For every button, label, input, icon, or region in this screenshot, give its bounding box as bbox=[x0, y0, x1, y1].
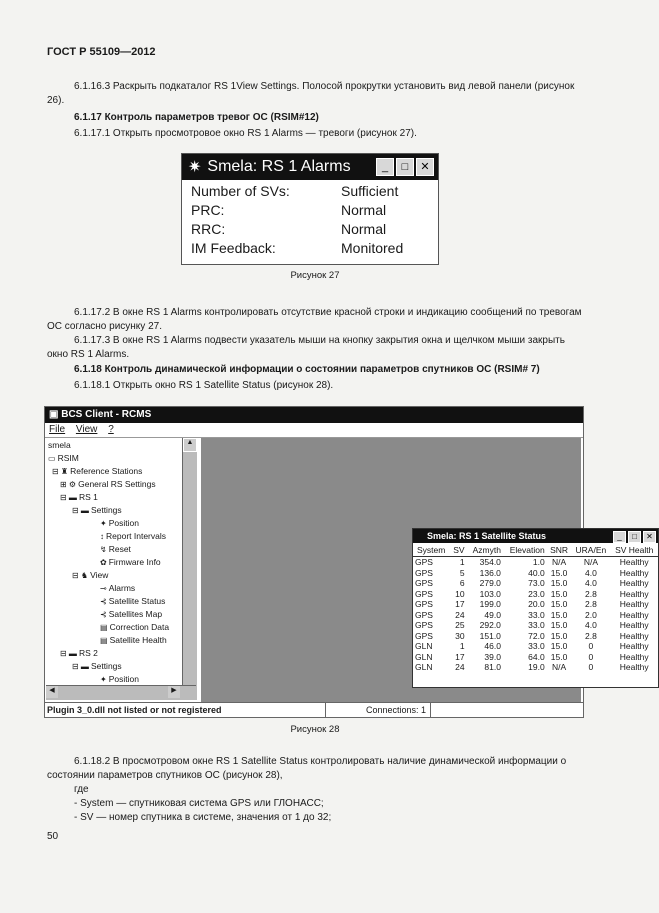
tree-item-label: RS 1 bbox=[78, 492, 98, 502]
paragraph-6-1-16-3: 6.1.16.3 Раскрыть подкаталог RS 1View Settings. Полосой прокрутки установить вид левой панели (рисунок 26). bbox=[47, 81, 575, 106]
table-cell: 15.0 bbox=[550, 630, 568, 641]
column-header[interactable]: System bbox=[413, 543, 449, 557]
tree-item[interactable] bbox=[48, 440, 71, 450]
table-cell: 15.0 bbox=[550, 609, 568, 620]
heading-6-1-17: 6.1.17 Контроль параметров тревог ОС (RSIM#12) bbox=[74, 112, 319, 123]
tree-item-label: Position bbox=[108, 518, 139, 528]
paragraph-6-1-18-1: 6.1.18.1 Открыть окно RS 1 Satellite Status (рисунок 28). bbox=[74, 380, 334, 391]
table-cell: GLN bbox=[415, 641, 433, 651]
table-cell: 15.0 bbox=[550, 567, 568, 578]
table-cell: GPS bbox=[415, 609, 433, 620]
menu-bar bbox=[45, 423, 583, 438]
tree-item[interactable] bbox=[100, 635, 167, 645]
status-connections: Connections: 1 bbox=[325, 703, 431, 717]
table-cell: 39.0 bbox=[484, 651, 501, 662]
status-plugin-message: Plugin 3_0.dll not listed or not registered bbox=[47, 705, 222, 715]
table-cell: 0 bbox=[588, 641, 594, 651]
table-cell: 15.0 bbox=[550, 620, 568, 630]
table-cell: N/A bbox=[551, 557, 567, 567]
table-row bbox=[413, 589, 658, 600]
tree-item-label: Settings bbox=[90, 661, 122, 671]
table-cell: 15.0 bbox=[550, 578, 568, 588]
menu-help[interactable]: ? bbox=[108, 424, 114, 435]
menu-file[interactable]: File bbox=[49, 424, 66, 435]
tree-item[interactable] bbox=[72, 570, 108, 580]
table-cell: Healthy bbox=[619, 630, 649, 641]
table-cell: 354.0 bbox=[479, 557, 501, 567]
table-cell: N/A bbox=[583, 557, 598, 567]
table-row bbox=[413, 620, 658, 631]
table-cell: Healthy bbox=[619, 557, 649, 567]
page-number: 50 bbox=[47, 831, 59, 842]
table-cell: N/A bbox=[551, 662, 567, 672]
table-cell: 72.0 bbox=[528, 630, 545, 641]
table-cell: GPS bbox=[415, 588, 433, 599]
table-cell: 1.0 bbox=[532, 557, 545, 567]
paragraph-where: где bbox=[74, 784, 89, 795]
table-cell: Healthy bbox=[619, 641, 649, 651]
tree-node-icon: ↯ bbox=[100, 545, 107, 554]
table-cell: Healthy bbox=[619, 578, 649, 588]
table-row bbox=[413, 610, 658, 621]
table-cell: Healthy bbox=[619, 651, 649, 662]
table-cell: 15.0 bbox=[550, 641, 568, 651]
table-cell: 46.0 bbox=[484, 641, 501, 651]
tree-item-label: RSIM bbox=[57, 453, 79, 463]
tree-item[interactable] bbox=[72, 505, 122, 515]
page-header: ГОСТ Р 55109—2012 bbox=[47, 46, 156, 58]
scroll-up-icon[interactable]: ▲ bbox=[183, 438, 197, 452]
column-header[interactable]: SV Health bbox=[610, 543, 658, 557]
table-cell: 136.0 bbox=[479, 567, 501, 578]
tree-node-icon: ✿ bbox=[100, 558, 107, 567]
tree-item[interactable] bbox=[72, 661, 122, 671]
table-cell: 20.0 bbox=[528, 599, 545, 609]
table-cell: 6 bbox=[459, 578, 465, 588]
tree-item[interactable] bbox=[52, 466, 142, 476]
table-cell: 5 bbox=[459, 567, 465, 578]
tree-item-label: smela bbox=[48, 440, 71, 450]
scroll-right-icon[interactable]: ▶ bbox=[168, 686, 180, 698]
table-cell: GLN bbox=[415, 651, 433, 662]
table-row bbox=[413, 578, 658, 589]
table-cell: GPS bbox=[415, 599, 433, 609]
bcs-title: BCS Client - RCMS bbox=[61, 409, 152, 420]
table-cell: 279.0 bbox=[479, 578, 501, 588]
alarm-label: IM Feedback: bbox=[191, 240, 276, 256]
table-cell: 4.0 bbox=[584, 578, 597, 588]
alarms-window bbox=[181, 153, 439, 265]
tree-item[interactable] bbox=[100, 544, 131, 554]
tree-item-label: Satellites Map bbox=[108, 609, 163, 619]
table-cell: 33.0 bbox=[528, 620, 545, 630]
table-cell: GPS bbox=[415, 630, 433, 641]
satellite-status-title: Smela: RS 1 Satellite Status bbox=[427, 531, 547, 541]
alarm-row bbox=[182, 220, 438, 239]
alarms-title: Smela: RS 1 Alarms bbox=[207, 158, 351, 175]
tree-node-icon: ⊰ bbox=[100, 597, 107, 606]
tree-node-icon: ⊟ ▬ bbox=[60, 649, 77, 658]
table-cell: 24 bbox=[455, 662, 465, 672]
tree-horizontal-scrollbar[interactable] bbox=[46, 685, 196, 700]
tree-node-icon: ⊟ ▬ bbox=[72, 662, 89, 671]
caption-figure-28: Рисунок 28 bbox=[290, 724, 340, 735]
tree-item[interactable] bbox=[100, 557, 161, 567]
table-cell: 25 bbox=[455, 620, 465, 630]
table-cell: GPS bbox=[415, 620, 433, 630]
list-item-system: - System — спутниковая система GPS или ГЛОНАСС; bbox=[74, 798, 324, 809]
table-cell: 17 bbox=[455, 651, 465, 662]
tree-node-icon: ✦ bbox=[100, 519, 107, 528]
table-cell: Healthy bbox=[619, 567, 649, 578]
app-icon: ▣ bbox=[49, 409, 59, 420]
tree-item-label: Position bbox=[108, 674, 139, 684]
tree-item-label: Satellite Health bbox=[109, 635, 167, 645]
tree-node-icon: ⊞ ⚙ bbox=[60, 480, 77, 489]
tree-node-icon: ▤ bbox=[100, 623, 108, 632]
table-row bbox=[413, 557, 658, 568]
table-cell: 33.0 bbox=[528, 609, 545, 620]
table-cell: 1 bbox=[459, 557, 465, 567]
table-cell: Healthy bbox=[619, 599, 649, 609]
status-bar bbox=[45, 702, 583, 717]
paragraph-6-1-17-2: 6.1.17.2 В окне RS 1 Alarms контролировать отсутствие красной строки и индикацию сообщений по тревогам ОС согласно рисунку 27. bbox=[47, 307, 582, 332]
tree-item[interactable] bbox=[100, 622, 169, 632]
table-cell: 2.8 bbox=[584, 599, 597, 609]
table-row bbox=[413, 568, 658, 579]
tree-item[interactable] bbox=[48, 453, 79, 463]
paragraph-6-1-17-1: 6.1.17.1 Открыть просмотровое окно RS 1 Alarms — тревоги (рисунок 27). bbox=[74, 128, 417, 139]
alarm-label: Number of SVs: bbox=[191, 183, 290, 199]
tree-node-icon: ⊟ ▬ bbox=[60, 493, 77, 502]
table-cell: 81.0 bbox=[484, 662, 501, 672]
tree-node-icon: ⊟ ♞ bbox=[72, 571, 89, 580]
table-cell: 0 bbox=[588, 651, 594, 662]
tree-item[interactable] bbox=[60, 492, 98, 502]
table-cell: 2.0 bbox=[584, 609, 597, 620]
table-cell: Healthy bbox=[619, 620, 649, 630]
table-cell: 199.0 bbox=[479, 599, 501, 609]
caption-figure-27: Рисунок 27 bbox=[290, 270, 340, 281]
column-header[interactable]: URA/En bbox=[571, 543, 610, 557]
list-item-sv: - SV — номер спутника в системе, значения от 1 до 32; bbox=[74, 812, 332, 823]
table-cell: GLN bbox=[415, 662, 433, 672]
table-cell: 73.0 bbox=[528, 578, 545, 588]
tree-item[interactable] bbox=[100, 518, 139, 528]
table-row bbox=[413, 631, 658, 642]
tree-item-label: Alarms bbox=[108, 583, 136, 593]
tree-item-label: View bbox=[90, 570, 109, 580]
mdi-workspace bbox=[201, 438, 654, 702]
table-cell: 64.0 bbox=[528, 651, 545, 662]
close-button[interactable]: ✕ bbox=[416, 158, 434, 176]
bcs-client-window bbox=[44, 406, 654, 718]
sat-close-button[interactable]: ✕ bbox=[643, 531, 656, 543]
table-cell: 292.0 bbox=[479, 620, 501, 630]
table-row bbox=[413, 662, 658, 673]
tree-item-label: RS 2 bbox=[78, 648, 98, 658]
table-row bbox=[413, 641, 658, 652]
table-cell: 1 bbox=[459, 641, 465, 651]
table-cell: 151.0 bbox=[479, 630, 501, 641]
table-cell: 33.0 bbox=[528, 641, 545, 651]
table-cell: 4.0 bbox=[584, 620, 597, 630]
satellite-status-window bbox=[412, 528, 659, 688]
alarm-label: RRC: bbox=[191, 221, 226, 237]
tree-node-icon: ▤ bbox=[100, 636, 108, 645]
paragraph-6-1-18-2: 6.1.18.2 В просмотровом окне RS 1 Satellite Status контролировать наличие динамической информации о состоянии параметров спутников ОС (рисунок 28), bbox=[47, 756, 567, 781]
alarm-label: PRC: bbox=[191, 202, 225, 218]
tree-item-label: Correction Data bbox=[109, 622, 170, 632]
table-cell: 40.0 bbox=[528, 567, 545, 578]
table-cell: 23.0 bbox=[528, 588, 545, 599]
table-cell: GPS bbox=[415, 557, 433, 567]
column-header[interactable]: SV bbox=[449, 543, 466, 557]
tree-node-icon: ⊟ ♜ bbox=[52, 467, 69, 476]
tree-node-icon: ▭ bbox=[48, 454, 56, 463]
table-cell: 4.0 bbox=[584, 567, 597, 578]
sat-maximize-button[interactable]: □ bbox=[628, 531, 641, 543]
tree-node-icon: ↕ bbox=[100, 532, 104, 541]
table-cell: 10 bbox=[455, 588, 465, 599]
table-cell: GPS bbox=[415, 578, 433, 588]
satellite-icon: ✷ bbox=[188, 159, 202, 176]
table-cell: 0 bbox=[588, 662, 594, 672]
minimize-button[interactable]: _ bbox=[376, 158, 394, 176]
column-header[interactable]: Azmyth bbox=[467, 543, 503, 557]
tree-item[interactable] bbox=[60, 479, 156, 489]
column-header[interactable]: SNR bbox=[547, 543, 572, 557]
alarm-row bbox=[182, 239, 438, 258]
tree-item[interactable] bbox=[100, 609, 162, 619]
table-cell: Healthy bbox=[619, 588, 649, 599]
tree-item-label: Reference Stations bbox=[70, 466, 143, 476]
table-cell: Healthy bbox=[619, 609, 649, 620]
table-cell: GPS bbox=[415, 567, 433, 578]
table-cell: 30 bbox=[455, 630, 465, 641]
table-cell: 17 bbox=[455, 599, 465, 609]
table-cell: 15.0 bbox=[550, 588, 568, 599]
tree-item-label: Reset bbox=[108, 544, 131, 554]
paragraph-6-1-17-3: 6.1.17.3 В окне RS 1 Alarms подвести указатель мыши на кнопку закрытия окна и щелчком мыши закрыть окно RS 1 Alarms. bbox=[47, 335, 565, 360]
tree-node-icon: ⊟ ▬ bbox=[72, 506, 89, 515]
tree-item-label: Settings bbox=[90, 505, 122, 515]
alarm-row bbox=[182, 201, 438, 220]
bcs-titlebar bbox=[45, 407, 583, 423]
alarm-value: Normal bbox=[341, 202, 387, 218]
table-cell: 15.0 bbox=[550, 599, 568, 609]
tree-vertical-scrollbar[interactable] bbox=[182, 438, 197, 700]
table-row bbox=[413, 652, 658, 663]
tree-node-icon: ✦ bbox=[100, 675, 107, 684]
table-row bbox=[413, 599, 658, 610]
tree-item-label: Satellite Status bbox=[108, 596, 166, 606]
tree-node-icon: ⊰ bbox=[100, 610, 107, 619]
tree-item[interactable] bbox=[100, 531, 166, 541]
menu-view[interactable]: View bbox=[75, 424, 98, 435]
navigation-tree bbox=[46, 438, 197, 700]
maximize-button[interactable]: □ bbox=[396, 158, 414, 176]
table-cell: Healthy bbox=[619, 662, 649, 672]
tree-item[interactable] bbox=[60, 648, 98, 658]
table-cell: 24 bbox=[455, 609, 465, 620]
tree-item[interactable] bbox=[100, 596, 165, 606]
table-cell: 2.8 bbox=[584, 588, 597, 599]
alarm-value: Normal bbox=[341, 221, 387, 237]
column-header[interactable]: Elevation bbox=[503, 543, 547, 557]
heading-6-1-18: 6.1.18 Контроль динамической информации о состоянии параметров спутников ОС (RSIM# 7) bbox=[74, 364, 540, 375]
table-cell: 15.0 bbox=[550, 651, 568, 662]
tree-item[interactable] bbox=[100, 583, 135, 593]
sat-minimize-button[interactable]: _ bbox=[613, 531, 626, 543]
tree-item-label: Report Intervals bbox=[106, 531, 166, 541]
scroll-left-icon[interactable]: ◀ bbox=[46, 686, 58, 698]
tree-item[interactable] bbox=[100, 674, 139, 684]
table-cell: 19.0 bbox=[528, 662, 545, 672]
tree-node-icon: ⊸ bbox=[100, 584, 107, 593]
table-cell: 2.8 bbox=[584, 630, 597, 641]
alarm-value: Monitored bbox=[341, 240, 404, 256]
table-cell: 49.0 bbox=[484, 609, 501, 620]
table-cell: 103.0 bbox=[479, 588, 501, 599]
alarm-value: Sufficient bbox=[341, 183, 399, 199]
alarm-row bbox=[182, 182, 438, 201]
satellite-table bbox=[413, 543, 658, 673]
tree-item-label: Firmware Info bbox=[108, 557, 161, 567]
tree-item-label: General RS Settings bbox=[78, 479, 156, 489]
